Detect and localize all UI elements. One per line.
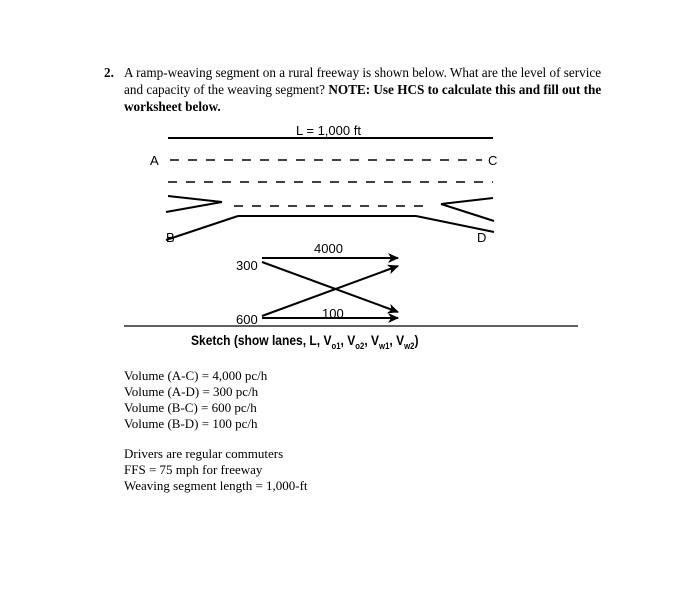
ramp-right-top: [441, 198, 493, 204]
given-conditions: [124, 446, 308, 494]
free-flow-speed: FFS = 75 mph for freeway: [124, 462, 263, 477]
volume-a-d: Volume (A-D) = 300 pc/h: [124, 384, 259, 399]
volume-list: [124, 368, 267, 432]
node-c-label: C: [488, 153, 498, 168]
question-text: A ramp-weaving segment on a rural freeway is shown below. What are the level of service and capacity of the weaving segment?: [124, 65, 602, 97]
volume-b-d: Volume (B-D) = 100 pc/h: [124, 416, 258, 431]
sketch-caption: Sketch (show lanes, L, $V_{o1}$, $V_{o2}$, $V_{w1}$, $V_{w2}$): [191, 332, 419, 351]
ramp-left-inner: [166, 202, 222, 212]
question-note: NOTE: Use HCS to calculate this and fill out the worksheet below.: [124, 82, 602, 114]
arrow-a-to-d: [262, 262, 398, 312]
ramp-right-inner: [441, 204, 494, 221]
node-a-label: A: [150, 153, 159, 168]
segment-length: Weaving segment length = 1,000-ft: [124, 478, 308, 493]
flow-ac-label: 4000: [314, 241, 343, 256]
ramp-left-top: [168, 196, 222, 202]
driver-population: Drivers are regular commuters: [124, 446, 284, 461]
node-d-label: D: [477, 230, 487, 245]
flow-bd-label: 100: [322, 306, 344, 321]
length-label: L = 1,000 ft: [296, 123, 361, 138]
question-number: 2.: [104, 65, 114, 80]
flow-ad-label: 300: [236, 258, 258, 273]
node-b-label: B: [166, 230, 175, 245]
ramp-left-outer: [166, 216, 238, 240]
volume-b-c: Volume (B-C) = 600 pc/h: [124, 400, 257, 415]
flow-bc-label: 600: [236, 312, 258, 327]
volume-a-c: Volume (A-C) = 4,000 pc/h: [124, 368, 268, 383]
